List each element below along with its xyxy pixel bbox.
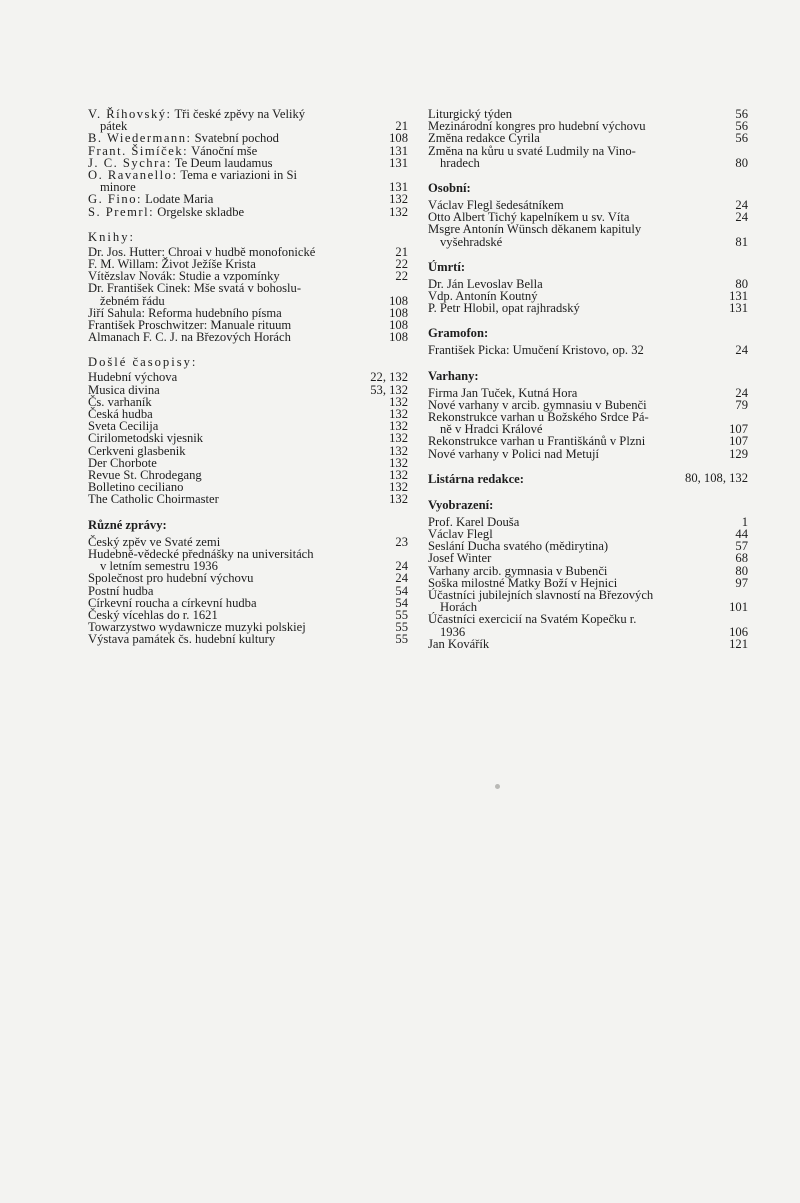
page-number: 131 — [729, 289, 748, 304]
page-number: 56 — [735, 107, 748, 121]
section-heading: Různé zprávy: — [88, 517, 167, 532]
page-number: 132 — [389, 455, 408, 470]
right-column — [428, 108, 748, 650]
page-number: 53, 132 — [370, 382, 408, 397]
list-item — [428, 145, 748, 157]
entry-title — [88, 169, 408, 181]
entry-title: Almanach F. C. J. na Březových Horách — [88, 330, 291, 345]
entry-title: Český zpěv ve Svaté zemi — [88, 534, 221, 549]
entry-title: Dr. Jos. Hutter: Chroai v hudbě monofonické — [88, 244, 316, 259]
page-number: 81 — [735, 234, 748, 249]
list-item — [88, 493, 408, 505]
page-number: 132 — [389, 480, 408, 495]
page-number: 106 — [729, 624, 748, 639]
section-heading: Listárna redakce: — [428, 471, 524, 486]
page-number: 108 — [389, 131, 408, 146]
list-item — [88, 295, 408, 307]
page-number: 55 — [395, 620, 408, 635]
work-title: Svatební pochod — [194, 131, 279, 146]
entry-title — [88, 206, 389, 218]
entry-title: vyšehradské — [440, 234, 503, 249]
casopisy-section — [88, 355, 408, 505]
entry-title: Výstava památek čs. hudební kultury — [88, 632, 276, 647]
composer-name: O. Ravanello: — [88, 168, 178, 183]
entry-title: Liturgický týden — [428, 107, 513, 121]
entry-title: Rekonstrukce varhan u Františkánů v Plzni — [428, 434, 646, 449]
page-number: 24 — [735, 343, 748, 358]
entry-title: Towarzystwo wydawnicze muzyki polskiej — [88, 620, 306, 635]
entry-title: Mezinárodní kongres pro hudební výchovu — [428, 119, 646, 134]
page-number: 132 — [389, 492, 408, 507]
composer-name: Frant. Šimíček: — [88, 143, 189, 158]
page-number: 80 — [735, 155, 748, 170]
gramofon-section — [428, 326, 748, 356]
entry-title: Sveta Cecilija — [88, 419, 159, 434]
page-number: 108 — [389, 293, 408, 308]
entry-title: Čs. varhaník — [88, 394, 152, 409]
page-number: 56 — [735, 131, 748, 146]
entry-title: Cirilometodski vjesnik — [88, 431, 204, 446]
work-title: Tři české zpěvy na Veliký — [174, 107, 306, 121]
list-item — [428, 387, 748, 399]
list-item — [428, 236, 748, 248]
section-heading: Varhany: — [428, 368, 479, 383]
page-number: 24 — [395, 559, 408, 574]
entry-title: Václav Flegl šedesátníkem — [428, 198, 564, 213]
ink-dot — [495, 784, 500, 789]
list-item — [88, 432, 408, 444]
composer-name: B. Wiedermann: — [88, 131, 192, 146]
list-item — [428, 344, 748, 356]
page-number: 21 — [395, 244, 408, 259]
composer-name: S. Premrl: — [88, 204, 155, 219]
page-number: 97 — [735, 575, 748, 590]
list-item — [88, 585, 408, 597]
entry-title: F. M. Willam: Život Ježíše Krista — [88, 257, 256, 272]
page-number: 131 — [729, 301, 748, 316]
entry-title: hradech — [440, 155, 480, 170]
page-number: 108 — [389, 318, 408, 333]
entry-title: Soška milostné Matky Boží v Hejnici — [428, 575, 618, 590]
vyobrazeni-section — [428, 498, 748, 650]
page-number: 129 — [729, 446, 748, 461]
page-number: 24 — [735, 198, 748, 213]
list-item — [428, 435, 748, 447]
entry-title: Otto Albert Tichý kapelníkem u sv. Víta — [428, 210, 630, 225]
page-number: 22 — [395, 269, 408, 284]
entry-title: Účastníci jubilejních slavností na Březových — [428, 588, 654, 603]
page-number: 68 — [735, 551, 748, 566]
list-item — [88, 206, 408, 218]
entry-title: Josef Winter — [428, 551, 492, 566]
entry-title: Cerkveni glasbenik — [88, 443, 186, 458]
list-item — [428, 132, 748, 144]
work-title: Vánoční mše — [191, 143, 258, 158]
page-number: 121 — [729, 636, 748, 651]
page-number: 131 — [389, 143, 408, 158]
work-title: Te Deum laudamus — [174, 155, 273, 170]
list-item — [428, 613, 748, 625]
entry-title: P. Petr Hlobil, opat rajhradský — [428, 301, 580, 316]
entry-title: Hudební výchova — [88, 370, 178, 385]
page-number: 57 — [735, 539, 748, 554]
work-title: pátek — [100, 119, 128, 134]
list-item — [428, 157, 748, 169]
entry-title: Prof. Karel Douša — [428, 514, 520, 529]
entry-title: žebném řádu — [100, 293, 165, 308]
list-item — [428, 448, 748, 460]
page-number: 21 — [395, 119, 408, 134]
zpravy-section — [88, 518, 408, 646]
page-number: 108 — [389, 330, 408, 345]
page-number: 108 — [389, 305, 408, 320]
page-number: 80 — [735, 563, 748, 578]
entry-title: 1936 — [440, 624, 466, 639]
page-number: 132 — [389, 394, 408, 409]
varhany-section — [428, 369, 748, 460]
entry-title: Český vícehlas do r. 1621 — [88, 607, 218, 622]
entry-title: Musica divina — [88, 382, 160, 397]
page-number: 22 — [395, 257, 408, 272]
entry-title: Vdp. Antonín Koutný — [428, 289, 538, 304]
list-item — [88, 572, 408, 584]
entry-title: Postní hudba — [88, 583, 154, 598]
entry-title: Varhany arcib. gymnasia v Bubenči — [428, 563, 608, 578]
entry-title: Bolletino ceciliano — [88, 480, 184, 495]
zpravy-continued — [428, 108, 748, 169]
page-number: 132 — [389, 443, 408, 458]
work-title: Lodate Maria — [145, 192, 214, 207]
page-number: 80 — [735, 276, 748, 291]
page-number: 107 — [729, 422, 748, 437]
page-number: 132 — [389, 192, 408, 207]
skladby-section — [88, 108, 408, 218]
page-number: 44 — [735, 527, 748, 542]
page-number: 24 — [735, 210, 748, 225]
list-item — [428, 472, 748, 486]
section-heading: Gramofon: — [428, 326, 489, 341]
entry-title: Jan Kovářík — [428, 636, 490, 651]
entry-title: Změna na kůru u svaté Ludmily na Vino- — [428, 143, 636, 158]
list-item — [88, 108, 408, 120]
entry-title: Církevní roucha a církevní hudba — [88, 595, 257, 610]
umrti-section — [428, 260, 748, 315]
entry-title: Revue St. Chrodegang — [88, 468, 202, 483]
list-item — [88, 371, 408, 383]
list-item — [88, 331, 408, 343]
page-number: 1 — [741, 514, 748, 529]
page-number: 79 — [735, 397, 748, 412]
entry-title: František Picka: Umučení Kristovo, op. 32 — [428, 343, 644, 358]
composer-name: V. Říhovský: — [88, 107, 172, 121]
page-number: 23 — [395, 534, 408, 549]
page-number: 24 — [395, 571, 408, 586]
work-title: Tema e variazioni in Si — [180, 168, 297, 183]
section-heading: Osobní: — [428, 181, 471, 196]
list-item — [428, 302, 748, 314]
page-number: 132 — [389, 431, 408, 446]
entry-title: Účastníci exercicií na Svatém Kopečku r. — [428, 612, 637, 627]
entry-title: Nové varhany v arcib. gymnasiu v Bubenči — [428, 397, 647, 412]
entry-title: Jiří Sahula: Reforma hudebního písma — [88, 305, 282, 320]
page-number: 54 — [395, 583, 408, 598]
list-item — [428, 223, 748, 235]
entry-title: Václav Flegl — [428, 527, 493, 542]
entry-title: Společnost pro hudební výchovu — [88, 571, 254, 586]
page-number: 132 — [389, 468, 408, 483]
entry-title: František Proschwitzer: Manuale rituum — [88, 318, 292, 333]
osobni-section — [428, 181, 748, 248]
entry-title: Hudebně-vědecké přednášky na universitách — [88, 546, 314, 561]
page-number: 22, 132 — [370, 370, 408, 385]
list-item — [88, 169, 408, 181]
list-item — [88, 282, 408, 294]
page-number: 55 — [395, 632, 408, 647]
page-number: 107 — [729, 434, 748, 449]
section-heading: Úmrtí: — [428, 259, 466, 274]
entry-title: Změna redakce Cyrila — [428, 131, 540, 146]
page-number: 131 — [389, 155, 408, 170]
page-number: 132 — [389, 407, 408, 422]
entry-title: Nové varhany v Polici nad Metují — [428, 446, 600, 461]
entry-title: Horách — [440, 600, 478, 615]
entry-title: The Catholic Choirmaster — [88, 492, 219, 507]
list-item — [428, 638, 748, 650]
composer-name: J. C. Sychra: — [88, 155, 172, 170]
knihy-section — [88, 230, 408, 344]
entry-title: Firma Jan Tuček, Kutná Hora — [428, 385, 578, 400]
entry-title: v letním semestru 1936 — [100, 559, 218, 574]
page-number: 55 — [395, 607, 408, 622]
page-number: 131 — [389, 180, 408, 195]
entry-title: Msgre Antonín Wünsch děkanem kapituly — [428, 222, 642, 237]
entry-title: Vítězslav Novák: Studie a vzpomínky — [88, 269, 280, 284]
entry-title — [88, 108, 408, 120]
entry-title: Der Chorbote — [88, 455, 157, 470]
section-heading: Knihy: — [88, 229, 135, 244]
work-title: Orgelske skladbe — [157, 204, 245, 219]
work-title: minore — [100, 180, 136, 195]
entry-title: ně v Hradci Králové — [440, 422, 543, 437]
page-number: 54 — [395, 595, 408, 610]
composer-name: G. Fino: — [88, 192, 142, 207]
page-number: 132 — [389, 419, 408, 434]
page-number: 132 — [389, 204, 408, 219]
entry-title: Česká hudba — [88, 407, 153, 422]
list-item — [88, 633, 408, 645]
left-column — [88, 108, 408, 646]
section-heading: Vyobrazení: — [428, 497, 494, 512]
page-number: 24 — [735, 385, 748, 400]
entry-title: Dr. Ján Levoslav Bella — [428, 276, 543, 291]
page-number: 56 — [735, 119, 748, 134]
page-number: 80, 108, 132 — [685, 470, 748, 485]
page-number: 101 — [729, 600, 748, 615]
listarna-section — [428, 472, 748, 486]
entry-title: Dr. František Cinek: Mše svatá v bohoslu- — [88, 281, 302, 296]
list-item — [428, 552, 748, 564]
entry-title: Rekonstrukce varhan u Božského Srdce Pá- — [428, 410, 649, 425]
section-heading: Došlé časopisy: — [88, 355, 198, 370]
entry-title: Seslání Ducha svatého (mědirytina) — [428, 539, 609, 554]
